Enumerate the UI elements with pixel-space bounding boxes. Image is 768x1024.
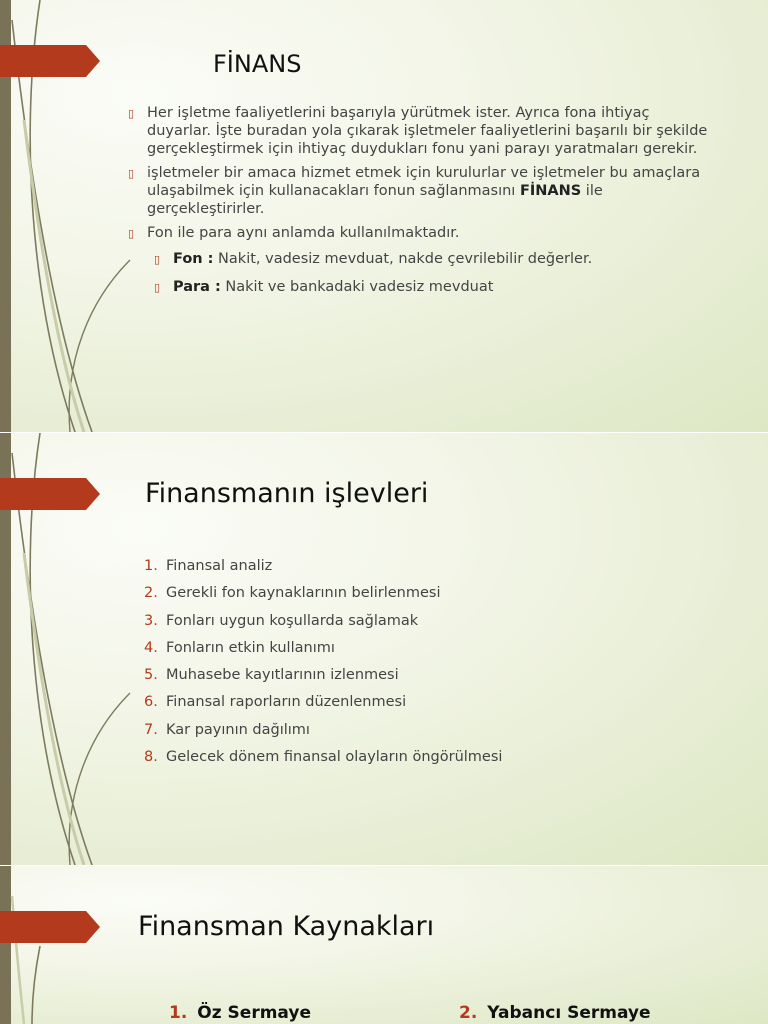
title-tag-shape (0, 45, 100, 77)
bullet-list (128, 104, 718, 306)
bullet-arrow-icon: ▯ (154, 281, 161, 294)
decorative-curves (0, 866, 140, 1024)
list-number: 4. (144, 639, 158, 656)
list-number: 8. (144, 749, 158, 766)
slide-title: FİNANS (213, 50, 302, 78)
list-number: 6. (144, 694, 158, 711)
list-text: Gerekli fon kaynaklarının belirlenmesi (166, 585, 441, 602)
list-item (144, 692, 502, 719)
bullet-arrow-icon: ▯ (154, 253, 161, 266)
list-text: Muhasebe kayıtlarının izlenmesi (166, 667, 399, 684)
list-item (144, 747, 502, 774)
list-number: 1. (169, 1003, 188, 1023)
sub-list-item (154, 250, 718, 268)
list-number: 1. (144, 558, 158, 574)
list-text: Kar payının dağılımı (166, 721, 310, 738)
list-text: Fonların etkin kullanımı (166, 639, 335, 656)
sub-list-item (154, 278, 718, 296)
bullet-arrow-icon: ▯ (128, 167, 135, 180)
list-item (144, 720, 502, 747)
source-item-yabanci-sermaye (459, 1003, 651, 1023)
list-item (128, 224, 718, 242)
list-number: 2. (144, 585, 158, 602)
bullet-arrow-icon: ▯ (128, 227, 135, 240)
list-item (144, 665, 502, 692)
list-text: Yabancı Sermaye (487, 1003, 651, 1023)
list-item (144, 583, 502, 610)
list-text: Finansal analiz (166, 558, 273, 574)
list-number: 2. (459, 1003, 478, 1023)
sub-text: Nakit, vadesiz mevduat, nakde çevrilebilir değerler. (213, 251, 593, 267)
list-number: 5. (144, 667, 158, 684)
slide-title: Finansman Kaynakları (138, 911, 435, 942)
bullet-text: Fon ile para aynı anlamda kullanılmaktadır. (147, 225, 460, 241)
list-text: Öz Sermaye (197, 1003, 311, 1023)
slide-finansman-kaynaklari (0, 866, 768, 1024)
list-item (128, 104, 718, 158)
bullet-bold-text: FİNANS (519, 183, 582, 199)
list-item (128, 164, 718, 218)
list-item (144, 638, 502, 665)
list-number: 7. (144, 721, 158, 738)
list-number: 3. (144, 612, 158, 629)
slide-title: Finansmanın işlevleri (145, 478, 429, 509)
title-tag-shape (0, 911, 100, 943)
title-tag-shape (0, 478, 100, 510)
sub-label: Para : (173, 279, 221, 295)
bullet-text: Her işletme faaliyetlerini başarıyla yürütmek ister. Ayrıca fona ihtiyaç duyarlar. İşte buradan yola çıkarak işletmeler faaliyetlerini başarılı bir şekilde gerçekleştirmek için ihtiyaç duydukları fonu yani parayı yaratmaları gerekir. (147, 105, 708, 157)
bullet-text: işletmeler bir amaca hizmet etmek için kurulurlar ve işletmeler bu amaçlara ulaşabilmek için kullanacakları fonun sağlanmasını (147, 165, 701, 199)
sub-text: Nakit ve bankadaki vadesiz mevduat (220, 279, 494, 295)
list-text: Gelecek dönem finansal olayların öngörülmesi (166, 749, 503, 766)
source-item-oz-sermaye (169, 1003, 311, 1023)
sub-label: Fon : (173, 251, 214, 267)
numbered-list (144, 556, 502, 774)
list-text: Finansal raporların düzenlenmesi (166, 694, 407, 711)
bullet-arrow-icon: ▯ (128, 107, 135, 120)
list-item (144, 611, 502, 638)
bullet-text: ile gerçekleştirirler. (147, 183, 603, 217)
slide-finans (0, 0, 768, 432)
list-text: Fonları uygun koşullarda sağlamak (166, 612, 419, 629)
list-item (144, 556, 502, 583)
